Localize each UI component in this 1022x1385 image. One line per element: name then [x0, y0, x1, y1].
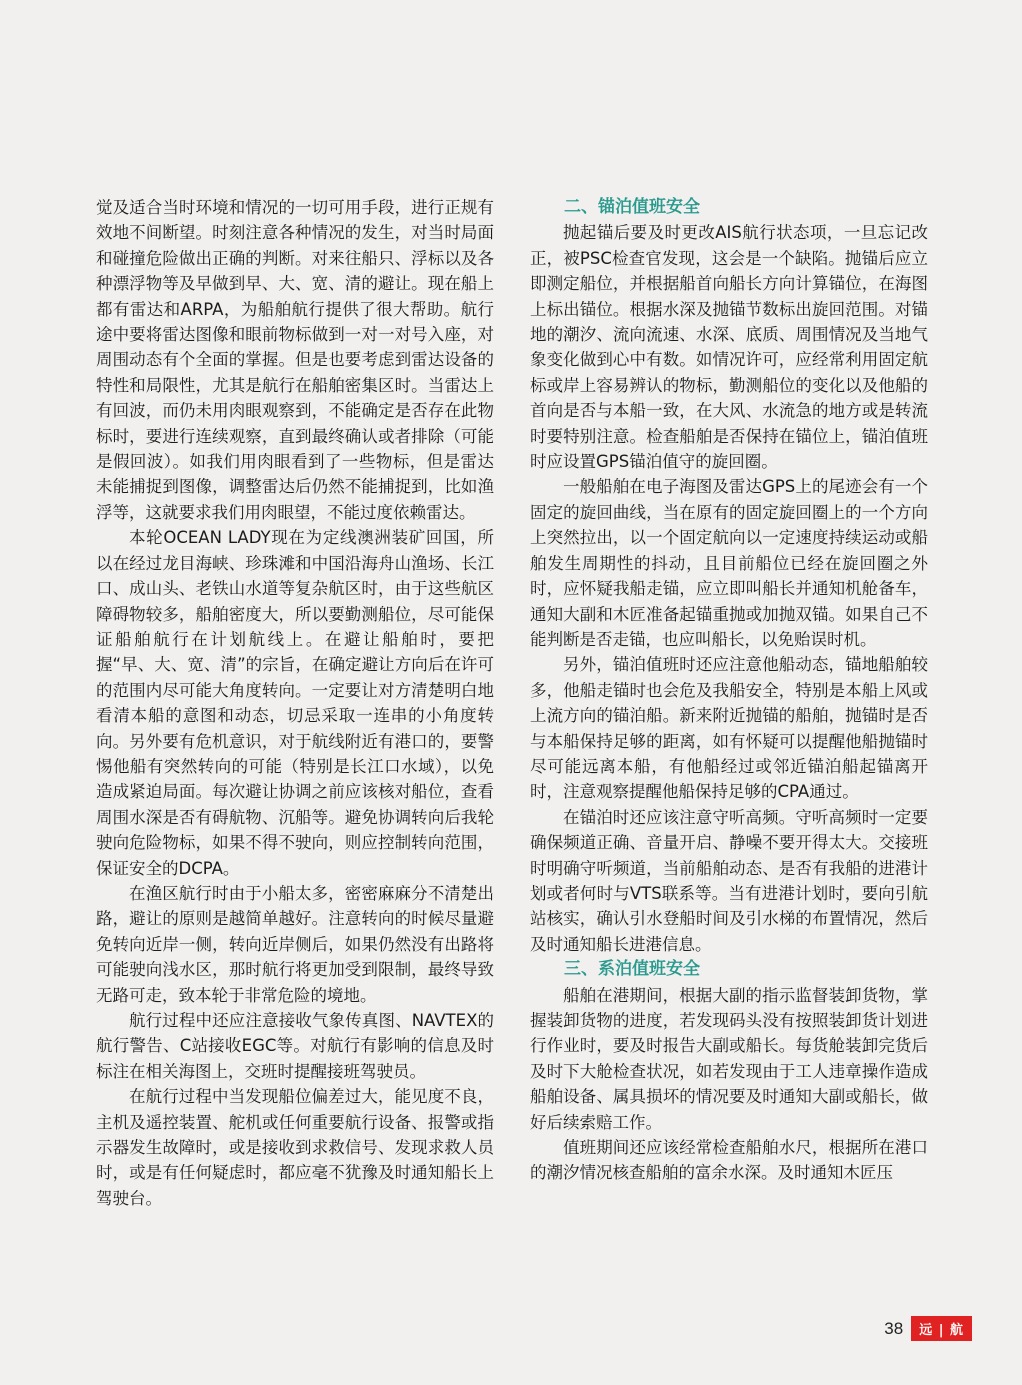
left-column — [96, 195, 494, 1211]
paragraph: 抛起锚后要及时更改AIS航行状态项，一旦忘记改正，被PSC检查官发现，这会是一个缺陷。抛锚后应立即测定船位，并根据船首向船长方向计算锚位，在海图上标出锚位。根据水深及抛锚节数标出旋回范围。对锚地的潮汐、流向流速、水深、底质、周围情况及当地气象变化做到心中有数。如情况许可，应经常利用固定航标或岸上容易辨认的物标，勤测船位的变化以及他船的首向是否与本船一致，在大风、水流急的地方或是转流时要特别注意。检查船舶是否保持在锚位上，锚泊值班时应设置GPS锚泊值守的旋回圈。 — [530, 223, 928, 472]
section-heading-anchor-watch: 二、锚泊值班安全 — [564, 197, 700, 217]
paragraph: 船舶在港期间，根据大副的指示监督装卸货物，掌握装卸货物的进度，若发现码头没有按照装卸货计划进行作业时，要及时报告大副或船长。每货舱装卸完货后及时下大舱检查状况，如若发现由于工人违章操作造成船舶设备、属具损坏的情况要及时通知大副或船长，做好后续索赔工作。 — [530, 985, 928, 1132]
paragraph: 值班期间还应该经常检查船舶水尺，根据所在港口的潮汐情况核查船舶的富余水深。及时通知木匠压 — [530, 1138, 928, 1183]
paragraph: 觉及适合当时环境和情况的一切可用手段，进行正规有效地不间断望。时刻注意各种情况的发生，对当时局面和碰撞危险做出正确的判断。对来往船只、浮标以及各种漂浮物等及早做到早、大、宽、清的避让。现在船上都有雷达和ARPA，为船舶航行提供了很大帮助。航行途中要将雷达图像和眼前物标做到一对一对号入座，对周围动态有个全面的掌握。但是也要考虑到雷达设备的特性和局限性，尤其是航行在船舶密集区时。当雷达上有回波，而仍未用肉眼观察到，不能确定是否存在此物标时，要进行连续观察，直到最终确认或者排除（可能是假回波）。如我们用肉眼看到了一些物标，但是雷达未能捕捉到图像，调整雷达后仍然不能捕捉到，比如渔浮等，这就要求我们用肉眼望，不能过度依赖雷达。 — [96, 198, 494, 522]
paragraph: 本轮OCEAN LADY现在为定线澳洲装矿回国，所以在经过龙目海峡、珍珠滩和中国沿海舟山渔场、长江口、成山头、老铁山水道等复杂航区时，由于这些航区障碍物较多，船舶密度大，所以要勤测船位，尽可能保证船舶航行在计划航线上。在避让船舶时，要把握“早、大、宽、清”的宗旨，在确定避让方向后在许可的范围内尽可能大角度转向。一定要让对方清楚明白地看清本船的意图和动态，切忌采取一连串的小角度转向。另外要有危机意识，对于航线附近有港口的，要警惕他船有突然转向的可能（特别是长江口水域），以免造成紧迫局面。每次避让协调之前应该核对船位，查看周围水深是否有碍航物、沉船等。避免协调转向后我轮驶向危险物标，如果不得不驶向，则应控制转向范围，保证安全的DCPA。 — [96, 528, 494, 878]
paragraph: 航行过程中还应注意接收气象传真图、NAVTEX的航行警告、C站接收EGC等。对航行有影响的信息及时标注在相关海图上，交班时提醒接班驾驶员。 — [96, 1011, 494, 1081]
right-column — [530, 195, 928, 1186]
page-footer — [884, 1316, 972, 1341]
page-number: 38 — [884, 1318, 904, 1338]
paragraph: 在锚泊时还应该注意守听高频。守听高频时一定要确保频道正确、音量开启、静噪不要开得太大。交接班时明确守听频道，当前船舶动态、是否有我船的进港计划或者何时与VTS联系等。当有进港计划时，要向引航站核实，确认引水登船时间及引水梯的布置情况，然后及时通知船长进港信息。 — [530, 807, 928, 954]
paragraph: 一般船舶在电子海图及雷达GPS上的尾迹会有一个固定的旋回曲线，当在原有的固定旋回圈上的一个方向上突然拉出，以一个固定航向以一定速度持续运动或船舶发生周期性的抖动，且目前船位已经在旋回圈之外时，应怀疑我船走锚，应立即叫船长并通知机舱备车，通知大副和木匠准备起锚重抛或加抛双锚。如果自己不能判断是否走锚，也应叫船长，以免贻误时机。 — [530, 477, 928, 649]
paragraph: 另外，锚泊值班时还应注意他船动态，锚地船舶较多，他船走锚时也会危及我船安全，特别是本船上风或上流方向的锚泊船。新来附近抛锚的船舶，抛锚时是否与本船保持足够的距离，如有怀疑可以提醒他船抛锚时尽可能远离本船，有他船经过或邻近锚泊船起锚离开时，注意观察提醒他船保持足够的CPA通过。 — [530, 655, 928, 802]
paragraph: 在渔区航行时由于小船太多，密密麻麻分不清楚出路，避让的原则是越简单越好。注意转向的时候尽量避免转向近岸一侧，转向近岸侧后，如果仍然没有出路将可能驶向浅水区，那时航行将更加受到限制，最终导致无路可走，致本轮于非常危险的境地。 — [96, 883, 494, 1005]
magazine-brand-logo: 远 | 航 — [911, 1316, 972, 1341]
section-heading-moor-watch: 三、系泊值班安全 — [564, 959, 700, 980]
paragraph: 在航行过程中当发现船位偏差过大，能见度不良，主机及遥控装置、舵机或任何重要航行设备、报警或指示器发生故障时，或是接收到求救信号、发现求救人员时，或是有任何疑虑时，都应毫不犹豫及时通知船长上驾驶台。 — [96, 1087, 494, 1208]
